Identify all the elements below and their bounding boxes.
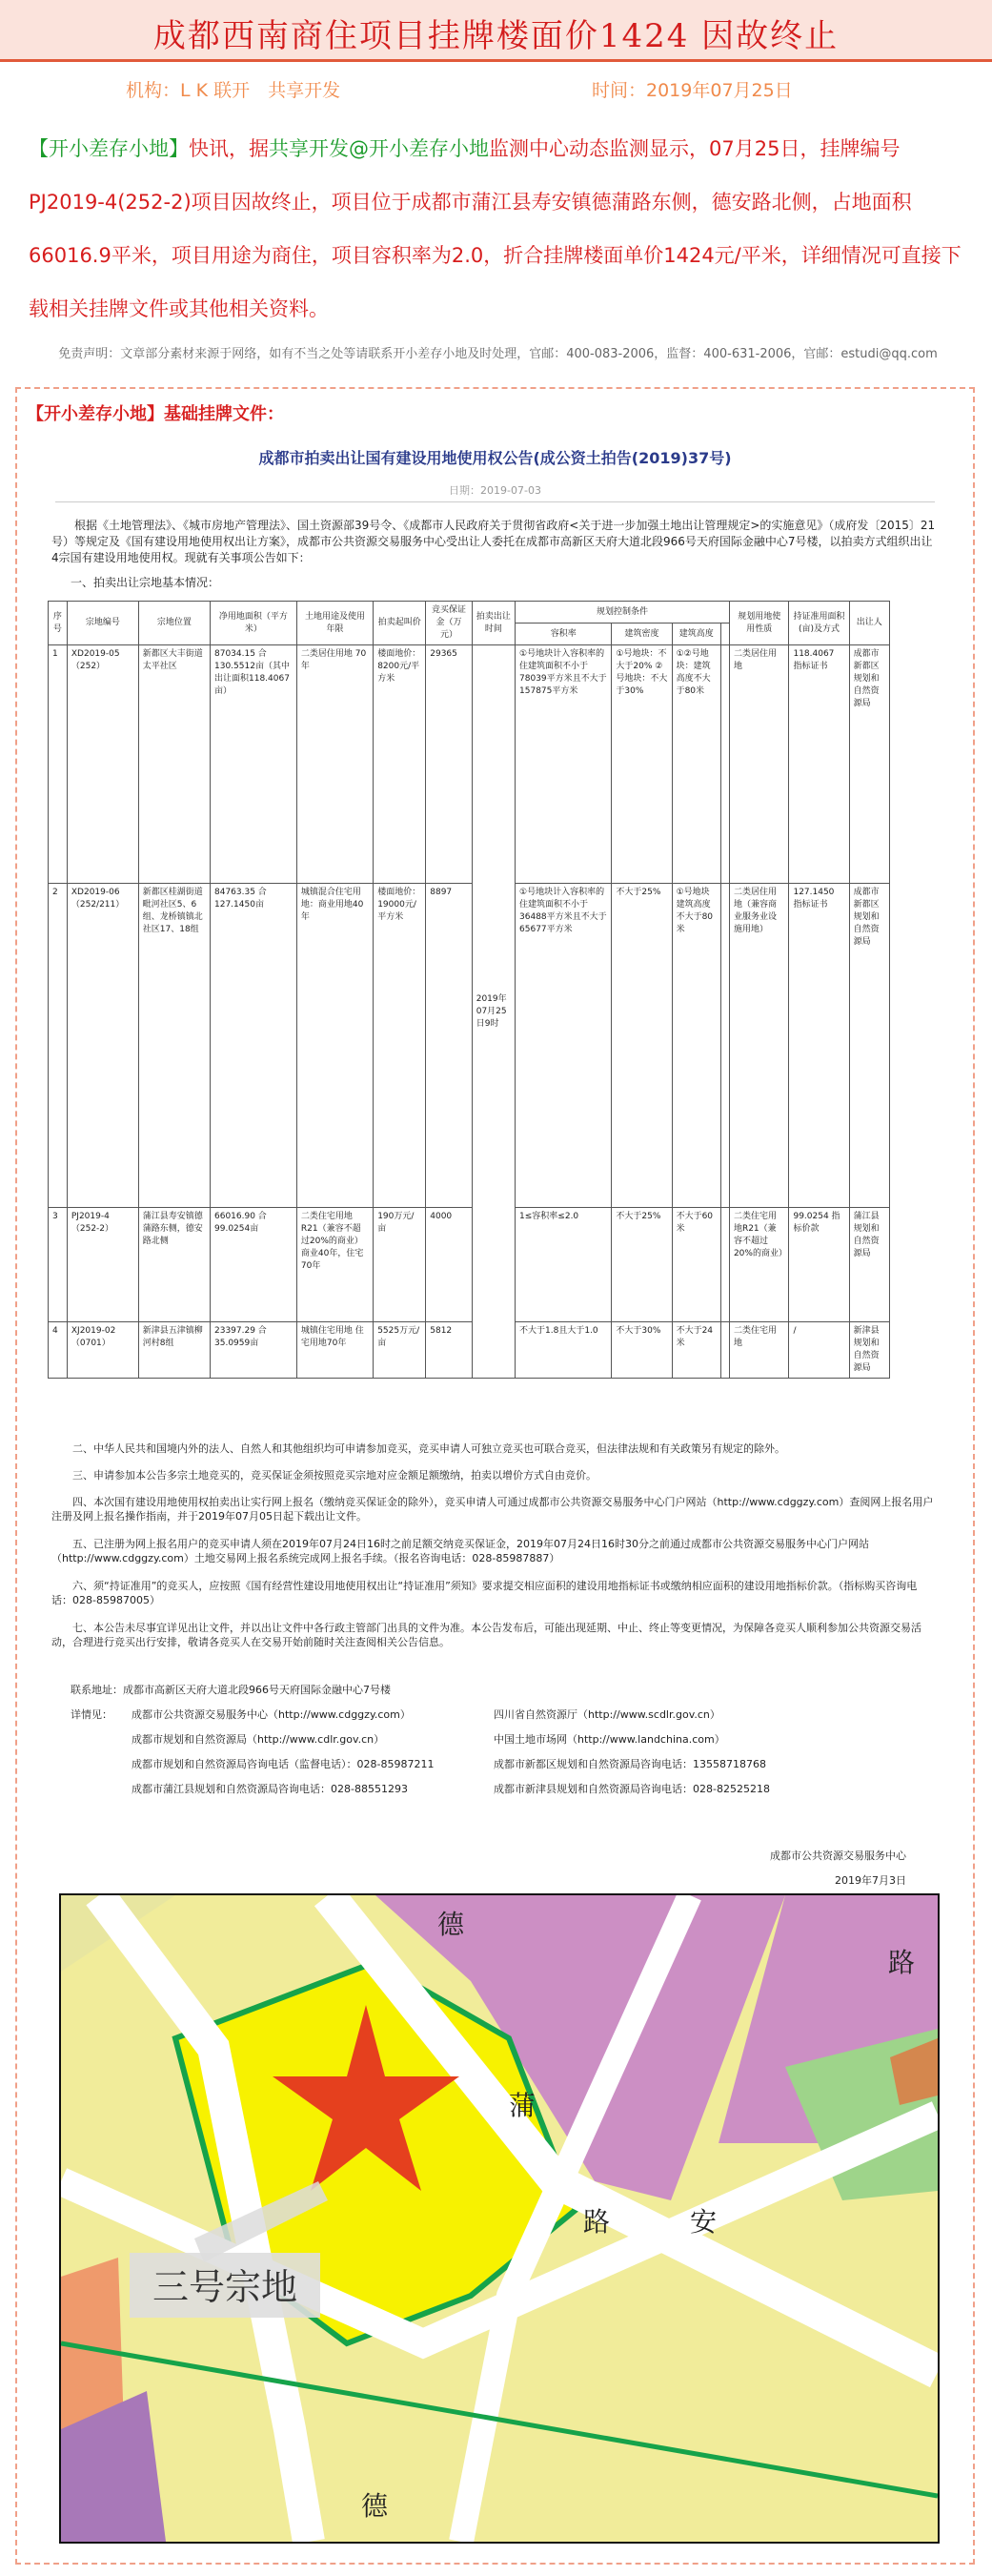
th-blank <box>720 624 729 645</box>
document-title: 成都市拍卖出让国有建设用地使用权公告(成公资土拍告(2019)37号) <box>258 449 732 467</box>
disclaimer: 免责声明：文章部分素材来源于网络，如有不当之处等请联系开小差存小地及时处理，官邮：400-083-2006，监督：400-631-2006，官邮：estudi@qq.com <box>58 347 938 361</box>
contact-phone: 成都市新津县规划和自然资源局咨询电话：028-82525218 <box>494 1783 770 1795</box>
th-area: 净用地面积（平方米） <box>211 602 297 645</box>
table-cell: 1 <box>49 645 68 884</box>
th-deposit: 竞买保证金（万元） <box>426 602 472 645</box>
table-cell: 66016.90 合99.0254亩 <box>211 1208 297 1322</box>
table-cell: 不大于30% <box>612 1322 672 1379</box>
table-row <box>49 884 890 1208</box>
parcel-label: 三号宗地 <box>152 2266 298 2308</box>
signer: 成都市公共资源交易服务中心 <box>770 1850 906 1862</box>
table-cell: ①号地块计入容积率的住建筑面积不小于36488平方米且不大于65677平方米 <box>516 884 612 1208</box>
table-cell: 蒲江县规划和自然资源局 <box>849 1208 889 1322</box>
table-cell: 5812 <box>426 1322 472 1379</box>
table-cell <box>720 884 729 1208</box>
table-cell <box>720 1208 729 1322</box>
table-cell: 成都市新都区规划和自然资源局 <box>849 884 889 1208</box>
th-index: 序号 <box>49 602 68 645</box>
paragraph-6: 六、须“持证准用”的竞买人，应按照《国有经营性建设用地使用权出让“持证准用”须知》要求提交相应面积的建设用地指标证书或缴纳相应面积的建设用地指标价款。（指标购买咨询电话：028-85987005） <box>51 1580 918 1606</box>
table-cell: 不大于25% <box>612 884 672 1208</box>
table-cell: 二类居住用地（兼容商业服务业设施用地） <box>729 884 789 1208</box>
th-height: 建筑高度 <box>672 624 720 645</box>
news-lead: 快讯，据 <box>189 137 269 160</box>
news-body: 监测中心动态监测显示，07月25日，挂牌编号PJ2019-4(252-2)项目因故终止，项目位于成都市蒲江县寿安镇德蒲路东侧，德安路北侧，占地面积66016.9平米，项目用途为商住，项目容积率为2.0，折合挂牌楼面单价1424元/平米，详细情况可直接下载相关挂牌文件或其他相关资料。 <box>29 137 962 320</box>
table-cell: XD2019-06（252/211） <box>67 884 138 1208</box>
table-cell: 不大于60米 <box>672 1208 720 1322</box>
news-paragraph <box>29 122 967 336</box>
site-map <box>59 1893 940 2544</box>
document-frame <box>15 387 975 2565</box>
table-cell: 不大于1.8且大于1.0 <box>516 1322 612 1379</box>
table-cell: 新都区桂湖街道毗河社区5、6组、龙桥镇镇北社区17、18组 <box>138 884 210 1208</box>
section-heading: 一、拍卖出让宗地基本情况： <box>71 576 220 589</box>
table-cell: XJ2019-02（0701） <box>67 1322 138 1379</box>
table-cell: 99.0254 指标价款 <box>789 1208 849 1322</box>
title-banner <box>0 0 992 62</box>
road-label: 蒲 <box>509 2090 536 2121</box>
table-cell: 不大于24米 <box>672 1322 720 1379</box>
institution-label: 机构：L K 联开 共享开发 <box>126 80 341 101</box>
table-cell: 二类住宅用地R21（兼容不超过20%的商业）商业40年，住宅70年 <box>296 1208 373 1322</box>
table-cell: 87034.15 合130.5512亩（其中出让面积118.4067亩） <box>211 645 297 884</box>
contact-address: 联系地址：成都市高新区天府大道北段966号天府国际金融中心7号楼 <box>71 1684 391 1696</box>
table-cell: 城镇住宅用地 住宅用地70年 <box>296 1322 373 1379</box>
road-label: 路 <box>888 1947 916 1978</box>
paragraph-2: 二、中华人民共和国境内外的法人、自然人和其他组织均可申请参加竞买，竞买申请人可独立竞买也可联合竞买，但法律法规和有关政策另有规定的除外。 <box>72 1442 785 1455</box>
th-certificate: 持证准用面积(亩)及方式 <box>789 602 849 645</box>
site-map-graphic <box>61 1895 938 2542</box>
table-cell: 29365 <box>426 645 472 884</box>
document-intro: 根据《土地管理法》、《城市房地产管理法》、国土资源部39号令、《成都市人民政府关于贯彻省政府<关于进一步加强土地出让管理规定>的实施意见》（成府发〔2015〕21号）等规定及《国有建设用地使用权出让方案》，成都市公共资源交易服务中心受出让人委托在成都市高新区天府大道北段966号天府国际金融中心7号楼，以拍卖方式组织出让4宗国有建设用地使用权。现就有关事项公告如下： <box>51 519 936 564</box>
table-cell <box>720 645 729 884</box>
table-cell: 城镇混合住宅用地：商业用地40年 <box>296 884 373 1208</box>
table-cell <box>720 1322 729 1379</box>
table-cell: XD2019-05（252） <box>67 645 138 884</box>
contact-phone: 成都市规划和自然资源局咨询电话（监督电话）：028-85987211 <box>132 1758 435 1770</box>
table-cell: 二类居住用地 70年 <box>296 645 373 884</box>
table-cell: 新津县规划和自然资源局 <box>849 1322 889 1379</box>
table-cell: 4000 <box>426 1208 472 1322</box>
table-cell: / <box>789 1322 849 1379</box>
paragraph-7: 七、本公告未尽事宜详见出让文件，并以出让文件中各行政主管部门出具的文件为准。本公告发布后，可能出现延期、中止、终止等变更情况，为保障各竞买人顺利参加公共资源交易活动，合理进行竞买出行安排，敬请各竞买人在交易开始前随时关注查阅相关公告信息。 <box>51 1622 921 1648</box>
th-time: 拍卖出让时间 <box>472 602 515 645</box>
table-row <box>49 1322 890 1379</box>
table-row <box>49 645 890 884</box>
table-cell: 不大于25% <box>612 1208 672 1322</box>
road-label: 德 <box>361 2490 389 2522</box>
contact-link[interactable]: 四川省自然资源厅（http://www.scdlr.gov.cn） <box>494 1708 720 1721</box>
table-cell: 3 <box>49 1208 68 1322</box>
th-price: 拍卖起叫价 <box>374 602 426 645</box>
table-cell: 新津县五津镇柳河村8组 <box>138 1322 210 1379</box>
table-cell: 楼面地价：8200元/平方米 <box>374 645 426 884</box>
th-planning: 规划控制条件 <box>516 602 730 624</box>
page-title: 成都西南商住项目挂牌楼面价1424 因故终止 <box>152 17 840 55</box>
table-cell: 190万元/亩 <box>374 1208 426 1322</box>
table-cell: 1≤容积率≤2.0 <box>516 1208 612 1322</box>
road-label: 路 <box>583 2206 611 2238</box>
table-cell: 楼面地价：19000元/平方米 <box>374 884 426 1208</box>
th-density: 建筑密度 <box>612 624 672 645</box>
contact-phone: 成都市蒲江县规划和自然资源局咨询电话：028-88551293 <box>132 1783 408 1795</box>
table-cell: ①号地块：不大于20% ②号地块：不大于30% <box>612 645 672 884</box>
th-code: 宗地编号 <box>67 602 138 645</box>
divider <box>55 501 935 502</box>
paragraph-5: 五、已注册为网上报名用户的竞买申请人须在2019年07月24日16时之前足额交纳竞买保证金，2019年07月24日16时30分之前通过成都市公共资源交易服务中心门户网站（http://www.cdggzy.com）土地交易网上报名系统完成网上报名手续。（报名咨询电话：028-85987887） <box>51 1538 869 1564</box>
table-cell: 二类住宅用地 <box>729 1322 789 1379</box>
table-cell: ①号地块建筑高度不大于80米 <box>672 884 720 1208</box>
road-label: 德 <box>437 1909 465 1940</box>
contact-link[interactable]: 成都市公共资源交易服务中心（http://www.cdggzy.com） <box>132 1708 411 1721</box>
table-cell: 2 <box>49 884 68 1208</box>
news-source-link[interactable]: 共享开发@开小差存小地 <box>269 137 489 160</box>
section-title: 【开小差存小地】基础挂牌文件： <box>27 404 284 424</box>
table-row <box>49 1208 890 1322</box>
th-location: 宗地位置 <box>138 602 210 645</box>
table-cell: 二类住宅用地R21（兼容不超过20%的商业） <box>729 1208 789 1322</box>
paragraph-4: 四、本次国有建设用地使用权拍卖出让实行网上报名（缴纳竞买保证金的除外），竞买申请人可通过成都市公共资源交易服务中心门户网站（http://www.cdggzy.com）查阅网上报名用户注册及网上报名操作指南，并于2019年07月05日起下载出让文件。 <box>51 1496 934 1523</box>
contact-link[interactable]: 中国土地市场网（http://www.landchina.com） <box>494 1733 725 1746</box>
table-cell: ①号地块计入容积率的住建筑面积不小于78039平方米且不大于157875平方米 <box>516 645 612 884</box>
table-cell: 127.1450 指标证书 <box>789 884 849 1208</box>
road-label: 安 <box>690 2206 718 2238</box>
table-cell: PJ2019-4（252-2） <box>67 1208 138 1322</box>
publish-time: 时间：2019年07月25日 <box>592 80 793 101</box>
document-date: 日期：2019-07-03 <box>449 484 541 497</box>
table-cell: ①②号地块：建筑高度不大于80米 <box>672 645 720 884</box>
table-cell: 4 <box>49 1322 68 1379</box>
land-table <box>48 601 890 1379</box>
table-cell-auction-time: 2019年07月25日9时 <box>472 645 515 1379</box>
th-grantor: 出让人 <box>849 602 889 645</box>
contact-label: 详情见： <box>71 1708 112 1721</box>
table-cell: 新都区大丰街道太平社区 <box>138 645 210 884</box>
sign-date: 2019年7月3日 <box>835 1874 906 1887</box>
contact-link[interactable]: 成都市规划和自然资源局（http://www.cdlr.gov.cn） <box>132 1733 385 1746</box>
table-cell: 成都市新都区规划和自然资源局 <box>849 645 889 884</box>
table-cell: 二类居住用地 <box>729 645 789 884</box>
table-cell: 8897 <box>426 884 472 1208</box>
th-nature: 规划用地使用性质 <box>729 602 789 645</box>
table-cell: 蒲江县寿安镇德蒲路东侧，德安路北侧 <box>138 1208 210 1322</box>
news-prefix: 【开小差存小地】 <box>29 137 189 160</box>
th-use: 土地用途及使用年限 <box>296 602 373 645</box>
contact-phone: 成都市新都区规划和自然资源局咨询电话：13558718768 <box>494 1758 766 1770</box>
th-far: 容积率 <box>516 624 612 645</box>
table-cell: 5525万元/亩 <box>374 1322 426 1379</box>
table-cell: 84763.35 合127.1450亩 <box>211 884 297 1208</box>
paragraph-3: 三、申请参加本公告多宗土地竞买的，竞买保证金须按照竞买宗地对应金额足额缴纳，拍卖以增价方式自由竞价。 <box>72 1469 597 1482</box>
table-cell: 23397.29 合35.0959亩 <box>211 1322 297 1379</box>
table-cell: 118.4067 指标证书 <box>789 645 849 884</box>
